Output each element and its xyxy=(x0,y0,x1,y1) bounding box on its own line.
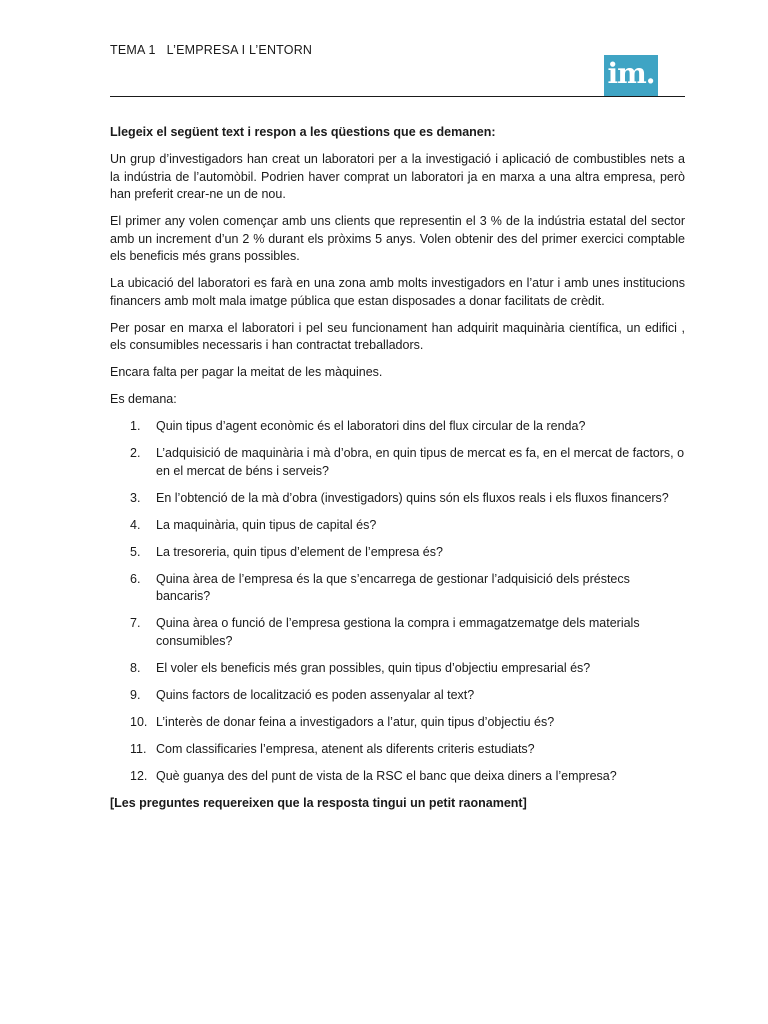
header-title: TEMA 1 L’EMPRESA I L’ENTORN xyxy=(110,43,313,57)
question-number: 8. xyxy=(130,660,141,675)
question-number: 10. xyxy=(130,714,148,729)
question-text: El voler els beneficis més gran possibles, quin tipus d’objectiu empresarial és? xyxy=(156,660,591,675)
paragraph-2: El primer any volen començar amb uns clients que representin el 3 % de la indústria estatal del sector amb un increment d’un 2 % durant els pròxims 5 anys. Volen obtenir des del primer exercici comptable els beneficis més grans possibles. xyxy=(110,214,685,263)
question-item xyxy=(110,544,685,562)
questions-list xyxy=(110,418,685,785)
logo xyxy=(604,55,658,96)
question-number: 5. xyxy=(130,544,141,559)
question-text: L’interès de donar feina a investigadors a l’atur, quin tipus d’objectiu és? xyxy=(156,714,555,729)
question-text: Quina àrea o funció de l’empresa gestiona la compra i emmagatzematge dels materials consumibles? xyxy=(156,616,640,648)
paragraph-3: La ubicació del laboratori es farà en una zona amb molts investigadors en l’atur i amb unes institucions financers amb molt mala imatge pública que estan disposades a donar facilitats de crèdit. xyxy=(110,276,685,308)
question-text: Quin tipus d’agent econòmic és el laboratori dins del flux circular de la renda? xyxy=(156,419,586,433)
question-text: Què guanya des del punt de vista de la RSC el banc que deixa diners a l’empresa? xyxy=(156,768,617,783)
question-item xyxy=(110,445,685,480)
question-number: 9. xyxy=(130,687,141,702)
paragraph-1: Un grup d’investigadors han creat un laboratori per a la investigació i aplicació de combustibles nets a la indústria de l’automòbil. Podrien haver comprat un laboratori ja en marxa a una altra empresa, però han preferit crear-ne un de nou. xyxy=(110,152,685,201)
question-number: 1. xyxy=(130,419,141,433)
questions-intro: Es demana: xyxy=(110,392,177,406)
question-number: 4. xyxy=(130,517,141,532)
question-item xyxy=(110,768,685,786)
question-item xyxy=(110,490,685,508)
instruction-heading: Llegeix el següent text i respon a les qüestions que es demanen: xyxy=(110,125,496,139)
question-text: La tresoreria, quin tipus d’element de l’empresa és? xyxy=(156,544,443,559)
question-item xyxy=(110,687,685,705)
closing-note: [Les preguntes requereixen que la resposta tingui un petit raonament] xyxy=(110,795,527,810)
logo-text: im. xyxy=(607,57,655,90)
question-text: Quina àrea de l’empresa és la que s’encarrega de gestionar l’adquisició dels préstecs bancaris? xyxy=(156,571,630,603)
question-item xyxy=(110,571,685,606)
question-number: 12. xyxy=(130,768,148,783)
question-item xyxy=(110,714,685,732)
question-text: En l’obtenció de la mà d’obra (investigadors) quins són els fluxos reals i els fluxos financers? xyxy=(156,490,669,505)
question-text: Quins factors de localització es poden assenyalar al text? xyxy=(156,687,475,702)
question-number: 2. xyxy=(130,446,141,460)
question-number: 3. xyxy=(130,490,141,505)
question-text: L’adquisició de maquinària i mà d’obra, en quin tipus de mercat es fa, en el mercat de factors, o en el mercat de béns i serveis? xyxy=(156,446,685,478)
question-item xyxy=(110,615,685,650)
paragraph-4: Per posar en marxa el laboratori i pel seu funcionament han adquirit maquinària científica, un edifici , els consumibles necessaris i han contractat treballadors. xyxy=(110,320,685,352)
paragraph-5: Encara falta per pagar la meitat de les màquines. xyxy=(110,365,383,379)
question-text: Com classificaries l’empresa, atenent als diferents criteris estudiats? xyxy=(156,741,535,756)
question-number: 11. xyxy=(130,741,147,756)
question-item xyxy=(110,660,685,678)
question-item xyxy=(110,741,685,759)
question-text: La maquinària, quin tipus de capital és? xyxy=(156,517,377,532)
header-divider xyxy=(110,96,685,97)
question-number: 7. xyxy=(130,616,141,630)
document-body xyxy=(110,124,685,822)
question-item xyxy=(110,418,685,436)
question-number: 6. xyxy=(130,571,141,586)
question-item xyxy=(110,517,685,535)
